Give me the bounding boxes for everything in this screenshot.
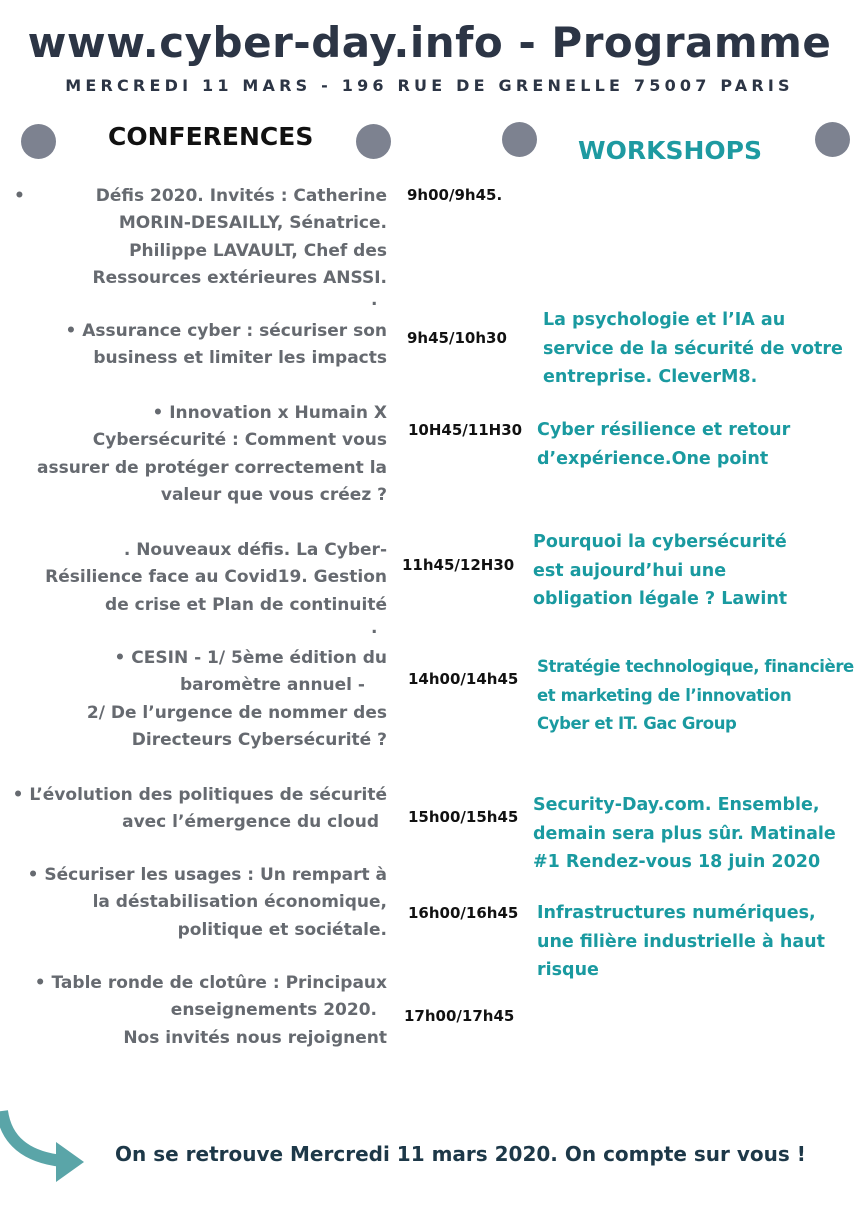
workshop-item [537, 416, 790, 473]
decorative-dot-3 [502, 122, 537, 157]
conference-line: . Nouveaux défis. La Cyber- [123, 540, 387, 560]
time-slot: 11h45/12H30 [402, 556, 515, 574]
workshop-line: risque [537, 960, 599, 980]
conference-item [35, 970, 387, 1052]
bullet-mark: . [371, 618, 378, 638]
time-slot: 9h45/10h30 [407, 329, 507, 347]
conference-line: politique et sociétale. [177, 919, 387, 940]
decorative-dot-4 [815, 122, 850, 157]
workshop-line: Cyber et IT. Gac Group [537, 714, 737, 733]
workshop-line: entreprise. CleverM8. [543, 367, 758, 387]
conference-line: • Sécuriser les usages : Un rempart à [27, 865, 387, 885]
time-slot: 16h00/16h45 [408, 904, 519, 922]
workshop-line: Security-Day.com. Ensemble, [533, 795, 820, 815]
workshop-line: Infrastructures numériques, [537, 903, 816, 923]
conference-line: 2/ De l’urgence de nommer des [86, 702, 387, 723]
conferences-heading: CONFERENCES [108, 122, 314, 151]
time-slot: 10H45/11H30 [408, 421, 523, 439]
workshop-line: demain sera plus sûr. Matinale [533, 823, 836, 844]
workshop-line: et marketing de l’innovation [537, 685, 792, 705]
conference-item [13, 782, 387, 837]
conference-line: avec l’émergence du cloud [122, 812, 379, 833]
conference-item [28, 862, 387, 944]
conference-line: Directeurs Cybersécurité ? [131, 729, 387, 750]
conference-line: baromètre annuel - [179, 675, 365, 696]
curved-arrow-icon [0, 1105, 90, 1185]
conference-line: Résilience face au Covid19. Gestion [45, 567, 387, 588]
bullet-mark: . [371, 290, 378, 310]
conference-line: Nos invités nous rejoignent [123, 1027, 387, 1048]
workshop-line: une filière industrielle à haut [537, 931, 825, 952]
conference-line: assurer de protéger correctement la [36, 457, 387, 478]
conference-line: business et limiter les impacts [93, 348, 387, 369]
workshop-line: La psychologie et l’IA au [543, 310, 786, 330]
workshop-item [543, 306, 843, 392]
workshop-line: Stratégie technologique, financière [537, 657, 854, 676]
workshop-item [537, 899, 825, 985]
event-subtitle: MERCREDI 11 MARS - 196 RUE DE GRENELLE 75007 PARIS [65, 76, 794, 95]
conference-line: • L’évolution des politiques de sécurité [12, 785, 387, 805]
conference-item [37, 400, 387, 509]
decorative-dot-1 [21, 124, 56, 159]
workshop-line: est aujourd’hui une [533, 560, 727, 581]
workshop-item [533, 528, 787, 614]
conference-line: • CESIN - 1/ 5ème édition du [114, 648, 387, 668]
workshop-line: Cyber résilience et retour [537, 420, 791, 440]
conference-line: valeur que vous créez ? [160, 484, 387, 505]
conference-item [45, 537, 387, 619]
conference-item [92, 183, 387, 292]
workshop-line: Pourquoi la cybersécurité [533, 532, 787, 552]
conference-line: • Table ronde de clotûre : Principaux [34, 973, 387, 993]
page-title: www.cyber-day.info - Programme [27, 18, 832, 67]
conference-line: • Assurance cyber : sécuriser son [65, 321, 387, 341]
footer-message: On se retrouve Mercredi 11 mars 2020. On compte sur vous ! [115, 1142, 806, 1166]
time-slot: 14h00/14h45 [408, 670, 519, 688]
conference-line: Ressources extérieures ANSSI. [92, 267, 387, 288]
conference-line: MORIN-DESAILLY, Sénatrice. [118, 213, 387, 234]
conference-line: Philippe LAVAULT, Chef des [129, 240, 387, 261]
time-slot: 15h00/15h45 [408, 808, 519, 826]
conference-item [87, 645, 387, 754]
workshops-heading: WORKSHOPS [578, 136, 762, 165]
workshop-line: d’expérience.One point [537, 448, 769, 469]
workshop-line: service de la sécurité de votre [543, 338, 843, 359]
conference-line: • Innovation x Humain X [152, 403, 387, 423]
conference-line: Défis 2020. Invités : Catherine [95, 186, 387, 206]
conference-line: de crise et Plan de continuité [105, 594, 387, 615]
workshop-item [533, 791, 836, 877]
decorative-dot-2 [356, 124, 391, 159]
conference-line: Cybersécurité : Comment vous [92, 430, 387, 451]
time-slot: 9h00/9h45. [407, 186, 503, 204]
conference-line: la déstabilisation économique, [92, 892, 387, 913]
workshop-line: obligation légale ? Lawint [533, 589, 788, 609]
workshop-item [537, 653, 854, 739]
time-slot: 17h00/17h45 [404, 1007, 515, 1025]
conference-line: enseignements 2020. [170, 1000, 377, 1021]
workshop-line: #1 Rendez-vous 18 juin 2020 [533, 852, 821, 872]
bullet-mark: • [14, 186, 25, 206]
conference-item [65, 318, 387, 373]
